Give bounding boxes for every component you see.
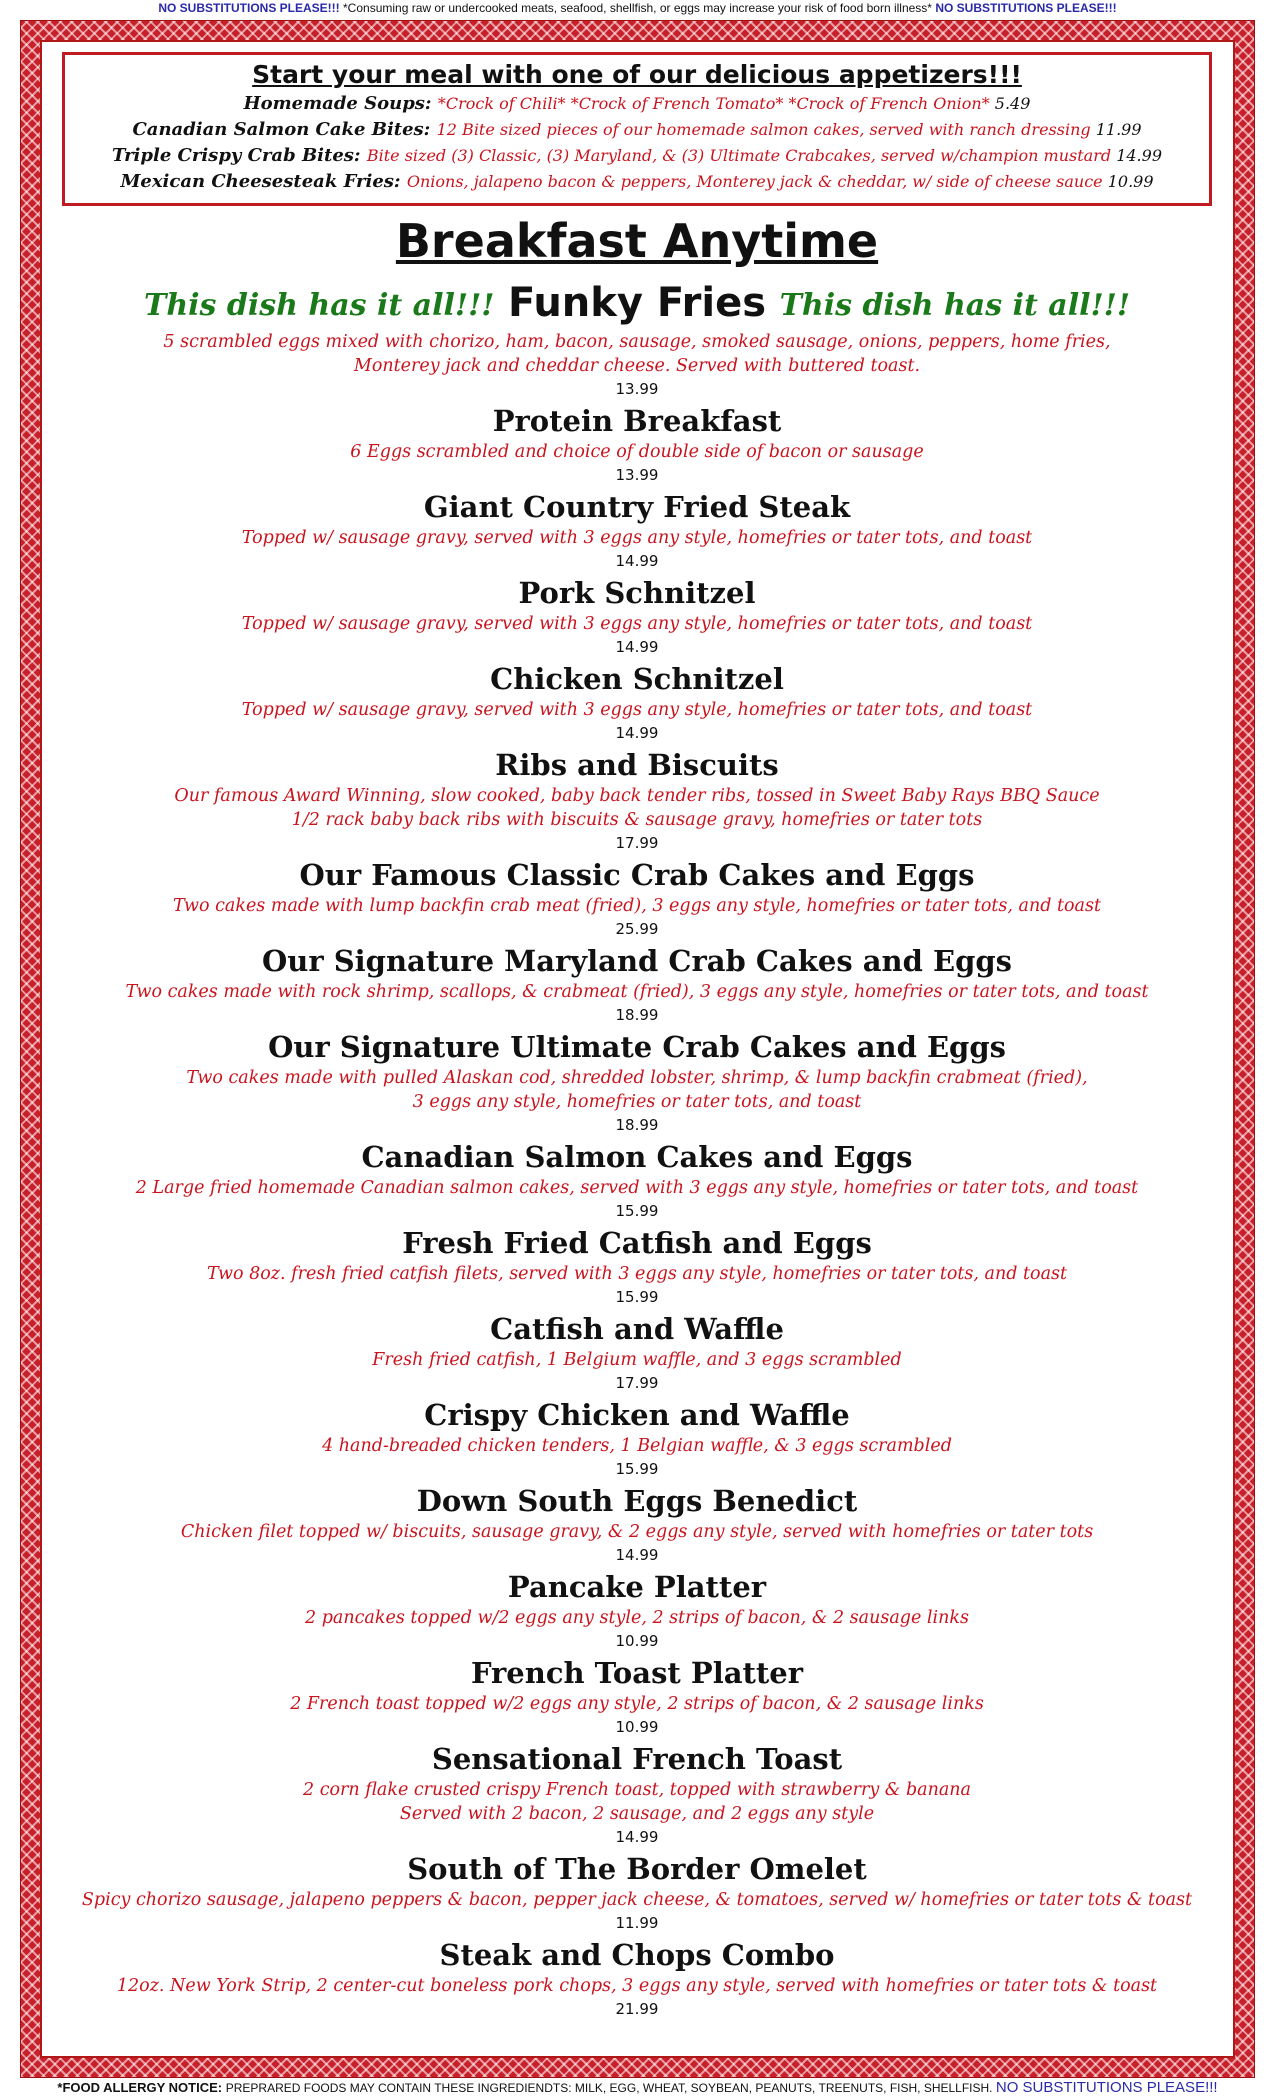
appetizer-item: [65, 117, 1209, 143]
menu-item-price: 15.99: [615, 1288, 659, 1306]
menu-item-desc-line: 4 hand-breaded chicken tenders, 1 Belgian waffle, & 3 eggs scrambled: [322, 1436, 952, 1456]
menu-item-price: 17.99: [615, 1374, 659, 1392]
menu-item-price: 13.99: [615, 466, 659, 484]
menu-title: Breakfast Anytime: [395, 214, 879, 268]
menu-item-name: Ribs and Biscuits: [495, 748, 779, 782]
menu-item-name: Our Signature Maryland Crab Cakes and Eggs: [261, 944, 1013, 978]
menu-item-price: 14.99: [615, 1828, 659, 1846]
appetizer-price: 5.49: [994, 94, 1031, 113]
appetizer-name: Homemade Soups:: [243, 93, 438, 114]
menu-item-name: Steak and Chops Combo: [439, 1938, 835, 1972]
feature-tag-left: This dish has it all!!!: [144, 288, 495, 323]
menu-item-desc-line: Topped w/ sausage gravy, served with 3 eggs any style, homefries or tater tots, and toast: [241, 614, 1033, 634]
menu-item-price: 15.99: [615, 1202, 659, 1220]
menu-item-desc-line: 12oz. New York Strip, 2 center-cut boneless pork chops, 3 eggs any style, served with homefries or tater tots & toast: [116, 1976, 1158, 1996]
menu-item: [62, 1936, 1212, 2020]
allergy-text: PREPRARED FOODS MAY CONTAIN THESE INGREDIENDTS: MILK, EGG, WHEAT, SOYBEAN, PEANUTS, TREENUTS, FISH, SHELLFISH.: [225, 2081, 996, 2095]
menu-item-name: South of The Border Omelet: [407, 1852, 867, 1886]
menu-item-desc-line: 6 Eggs scrambled and choice of double side of bacon or sausage: [350, 442, 924, 462]
feature-price: 13.99: [615, 380, 659, 398]
menu-item-name: Chicken Schnitzel: [490, 662, 784, 696]
menu-item-list: [62, 402, 1212, 2020]
appetizer-desc: Onions, jalapeno bacon & peppers, Monterey jack & cheddar, w/ side of cheese sauce: [406, 172, 1108, 191]
menu-item-desc-line: 2 Large fried homemade Canadian salmon cakes, served with 3 eggs any style, homefries or tater tots, and toast: [135, 1178, 1139, 1198]
menu-item-price: 10.99: [615, 1632, 659, 1650]
menu-item-name: Our Famous Classic Crab Cakes and Eggs: [299, 858, 975, 892]
feature-desc-line: 5 scrambled eggs mixed with chorizo, ham, bacon, sausage, smoked sausage, onions, peppers, home fries,: [163, 332, 1111, 352]
menu-item-name: Our Signature Ultimate Crab Cakes and Eggs: [268, 1030, 1006, 1064]
menu-item-desc-line: 3 eggs any style, homefries or tater tots, and toast: [412, 1092, 862, 1112]
menu-item-desc-line: Fresh fried catfish, 1 Belgium waffle, and 3 eggs scrambled: [372, 1350, 902, 1370]
breakfast-menu: [62, 206, 1212, 2020]
menu-item-name: Fresh Fried Catfish and Eggs: [402, 1226, 872, 1260]
menu-item-desc-line: Spicy chorizo sausage, jalapeno peppers & bacon, pepper jack cheese, & tomatoes, served w/ homefries or tater tots & toast: [81, 1890, 1193, 1910]
menu-item: [62, 1028, 1212, 1136]
menu-item-name: Pork Schnitzel: [518, 576, 756, 610]
menu-item: [62, 1396, 1212, 1480]
no-substitutions-bottom: NO SUBSTITUTIONS PLEASE!!!: [995, 2079, 1218, 2096]
appetizer-desc: 12 Bite sized pieces of our homemade salmon cakes, served with ranch dressing: [436, 120, 1096, 139]
appetizer-name: Triple Crispy Crab Bites:: [111, 145, 367, 166]
menu-item-name: Down South Eggs Benedict: [416, 1484, 858, 1518]
menu-item-price: 25.99: [615, 920, 659, 938]
appetizer-price: 10.99: [1107, 172, 1154, 191]
menu-item-price: 14.99: [615, 638, 659, 656]
menu-item-price: 11.99: [615, 1914, 659, 1932]
appetizer-price: 11.99: [1095, 120, 1142, 139]
menu-item-desc-line: Chicken filet topped w/ biscuits, sausage gravy, & 2 eggs any style, served with homefries or tater tots: [180, 1522, 1094, 1542]
menu-item-price: 18.99: [615, 1006, 659, 1024]
menu-item-desc-line: Served with 2 bacon, 2 sausage, and 2 eggs any style: [399, 1804, 875, 1824]
menu-item-desc-line: Two 8oz. fresh fried catfish filets, served with 3 eggs any style, homefries or tater tots, and toast: [206, 1264, 1068, 1284]
menu-item-desc-line: Two cakes made with lump backfin crab meat (fried), 3 eggs any style, homefries or tater tots, and toast: [172, 896, 1102, 916]
appetizer-list: [65, 91, 1209, 195]
no-substitutions-right: NO SUBSTITUTIONS PLEASE!!!: [935, 1, 1117, 15]
menu-item-price: 14.99: [615, 1546, 659, 1564]
allergy-label: *FOOD ALLERGY NOTICE:: [57, 2080, 226, 2095]
menu-item: [62, 856, 1212, 940]
appetizer-item: [65, 143, 1209, 169]
menu-item: [62, 1850, 1212, 1934]
menu-item-desc-line: Topped w/ sausage gravy, served with 3 eggs any style, homefries or tater tots, and toast: [241, 528, 1033, 548]
appetizer-item: [65, 169, 1209, 195]
menu-item-price: 14.99: [615, 552, 659, 570]
menu-item-name: Catfish and Waffle: [490, 1312, 784, 1346]
menu-item: [62, 746, 1212, 854]
appetizer-price: 14.99: [1116, 146, 1162, 165]
menu-item: [62, 574, 1212, 658]
appetizer-name: Mexican Cheesesteak Fries:: [120, 171, 407, 192]
allergy-notice: [0, 2078, 1275, 2100]
menu-item-price: 21.99: [615, 2000, 659, 2018]
menu-item: [62, 1740, 1212, 1848]
menu-item: [62, 402, 1212, 486]
appetizer-desc: *Crock of Chili* *Crock of French Tomato* *Crock of French Onion*: [437, 94, 995, 113]
menu-item-price: 15.99: [615, 1460, 659, 1478]
menu-item-desc-line: 2 corn flake crusted crispy French toast, topped with strawberry & banana: [303, 1780, 971, 1800]
menu-item: [62, 1138, 1212, 1222]
menu-item-price: 10.99: [615, 1718, 659, 1736]
no-substitutions-left: NO SUBSTITUTIONS PLEASE!!!: [158, 1, 340, 15]
menu-item-name: French Toast Platter: [470, 1656, 804, 1690]
feature-desc-line: Monterey jack and cheddar cheese. Served with buttered toast.: [353, 356, 921, 376]
menu-item-price: 14.99: [615, 724, 659, 742]
menu-item-price: 18.99: [615, 1116, 659, 1134]
appetizers-title: Start your meal with one of our delicious appetizers!!!: [252, 60, 1022, 89]
menu-item: [62, 1654, 1212, 1738]
menu-item-desc-line: Topped w/ sausage gravy, served with 3 eggs any style, homefries or tater tots, and toast: [241, 700, 1033, 720]
menu-item-name: Protein Breakfast: [492, 404, 782, 438]
raw-food-warning: *Consuming raw or undercooked meats, seafood, shellfish, or eggs may increase your risk of food born illness*: [339, 1, 936, 15]
menu-item-name: Sensational French Toast: [431, 1742, 843, 1776]
menu-item: [62, 1482, 1212, 1566]
appetizers-box: [62, 52, 1212, 206]
menu-item-name: Crispy Chicken and Waffle: [424, 1398, 850, 1432]
menu-item-desc-line: 2 French toast topped w/2 eggs any style, 2 strips of bacon, & 2 sausage links: [290, 1694, 984, 1714]
feature-tag-right: This dish has it all!!!: [779, 288, 1130, 323]
feature-header: [62, 276, 1212, 330]
appetizer-item: [65, 91, 1209, 117]
menu-item: [62, 942, 1212, 1026]
feature-item-name: Funky Fries: [507, 280, 767, 326]
menu-item-desc-line: Two cakes made with pulled Alaskan cod, shredded lobster, shrimp, & lump backfin crabmeat (fried),: [186, 1068, 1088, 1088]
menu-item-price: 17.99: [615, 834, 659, 852]
top-notice: [0, 0, 1275, 18]
menu-item-desc-line: 2 pancakes topped w/2 eggs any style, 2 strips of bacon, & 2 sausage links: [305, 1608, 969, 1628]
menu-item-name: Giant Country Fried Steak: [423, 490, 851, 524]
menu-item-desc-line: 1/2 rack baby back ribs with biscuits & sausage gravy, homefries or tater tots: [291, 810, 983, 830]
menu-item: [62, 1568, 1212, 1652]
menu-item: [62, 660, 1212, 744]
appetizer-name: Canadian Salmon Cake Bites:: [132, 119, 437, 140]
menu-item-name: Pancake Platter: [507, 1570, 767, 1604]
menu-item: [62, 488, 1212, 572]
menu-item-desc-line: Two cakes made with rock shrimp, scallops, & crabmeat (fried), 3 eggs any style, homefries or tater tots, and toast: [125, 982, 1149, 1002]
menu-item-desc-line: Our famous Award Winning, slow cooked, baby back tender ribs, tossed in Sweet Baby Rays BBQ Sauce: [174, 786, 1100, 806]
appetizer-desc: Bite sized (3) Classic, (3) Maryland, & (3) Ultimate Crabcakes, served w/champion mustard: [366, 146, 1117, 165]
menu-item: [62, 1310, 1212, 1394]
menu-item-name: Canadian Salmon Cakes and Eggs: [361, 1140, 913, 1174]
menu-item: [62, 1224, 1212, 1308]
